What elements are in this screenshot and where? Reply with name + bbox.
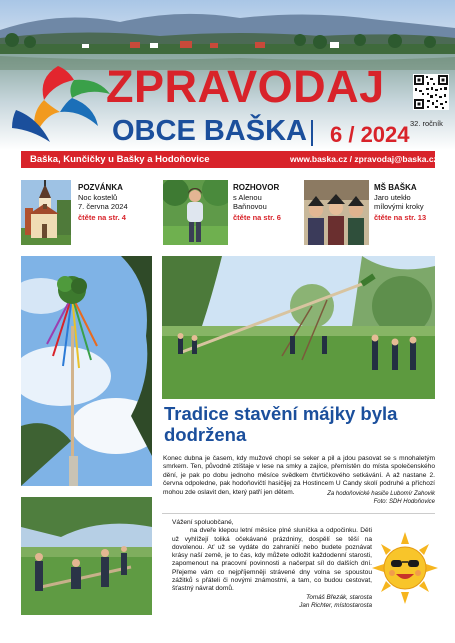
volume-label: 32. ročník	[410, 119, 443, 128]
teaser-2-title: ROZHOVOR	[233, 183, 280, 192]
teaser-image-kindergarten[interactable]	[304, 180, 369, 245]
teaser-2-line2: Baňnovou	[233, 202, 267, 211]
raising-maypole-photo	[162, 256, 435, 399]
teaser-2-link[interactable]: čtěte na str. 6	[233, 213, 281, 222]
logo-swirl-icon	[8, 58, 120, 150]
teaser-1-link[interactable]: čtěte na str. 4	[78, 213, 126, 222]
teaser-image-church[interactable]	[21, 180, 71, 245]
article-headline: Tradice stavění májky byla dodržena	[164, 403, 398, 445]
masthead-divider	[311, 120, 313, 146]
sun-mascot-icon	[372, 532, 438, 608]
signature-deputy: Jan Richter, místostarosta	[299, 602, 372, 609]
signature-mayor: Tomáš Březák, starosta	[306, 594, 372, 601]
issue-number: 6 / 2024	[330, 122, 410, 147]
teaser-1-title: POZVÁNKA	[78, 183, 123, 192]
municipality-names: Baška, Kunčičky u Bašky a Hodoňovice	[30, 154, 210, 165]
mayor-letter	[172, 519, 372, 594]
qr-code-icon[interactable]	[413, 74, 449, 110]
letter-greeting: Vážení spoluobčané,	[172, 519, 234, 526]
teaser-image-interview[interactable]	[163, 180, 228, 245]
contact-links[interactable]: www.baska.cz / zpravodaj@baska.cz	[290, 154, 438, 164]
article-body: Konec dubna je časem, kdy mužové chopí se seker a pil a jdou pasovat se s mnohaletým smrkem. Ten, původně ztíštaje v lese na smky a zajíce, přemístěn do místa společenského dění, je pak po dobu jednoho měsíce svědkem čtvrtičkového setkávání. A až nastane 2. června odpoledne, pak hodoňovičtí hasičijej za Hostincem U Candy skolí podruhé a příchozí mohou zde oslavit den, který patří jen dětem.	[163, 455, 435, 496]
masthead-subtitle: OBCE BAŠKA	[112, 115, 307, 147]
article-photo-credit: Foto: SDH Hodoňovice	[373, 499, 435, 505]
maypole-photo	[21, 256, 152, 486]
teaser-3-line1: Jaro utekło	[374, 193, 411, 202]
article-author: Za hodoňovické hasiče Lubomír Zahovik	[327, 491, 435, 497]
teaser-3-title: MŠ BAŠKA	[374, 183, 417, 192]
teaser-2-line1: s Alenou	[233, 193, 262, 202]
teaser-1-line1: Noc kostelů	[78, 193, 118, 202]
teaser-1-line2: 7. června 2024	[78, 202, 128, 211]
letter-body: na dveře klepou letní měsíce plné sluníčka a odpočinku. Děti už vyhlížejí toliká očekávané prázdniny, dospělí se těší na dovolenou. Ať už se vydáte do zahraničí nebo budete poznávat krásy naší země, je to čas, kdy můžete odložit každodenní starosti, zapomenout na pracovní povinnosti a načerpat síl do dalších dní. Přejeme vám co nejpříjemněji strávené dny volna se spoustou zážitků s přáteli či novými známostmi, a tam, co budou cestovat, šťastný návrat domů.	[172, 527, 372, 593]
teaser-3-link[interactable]: čtěte na str. 13	[374, 213, 427, 222]
masthead-title: ZPRAVODAJ	[106, 61, 385, 112]
teaser-3-line2: mílovými kroky	[374, 202, 424, 211]
team-photo	[21, 497, 152, 615]
